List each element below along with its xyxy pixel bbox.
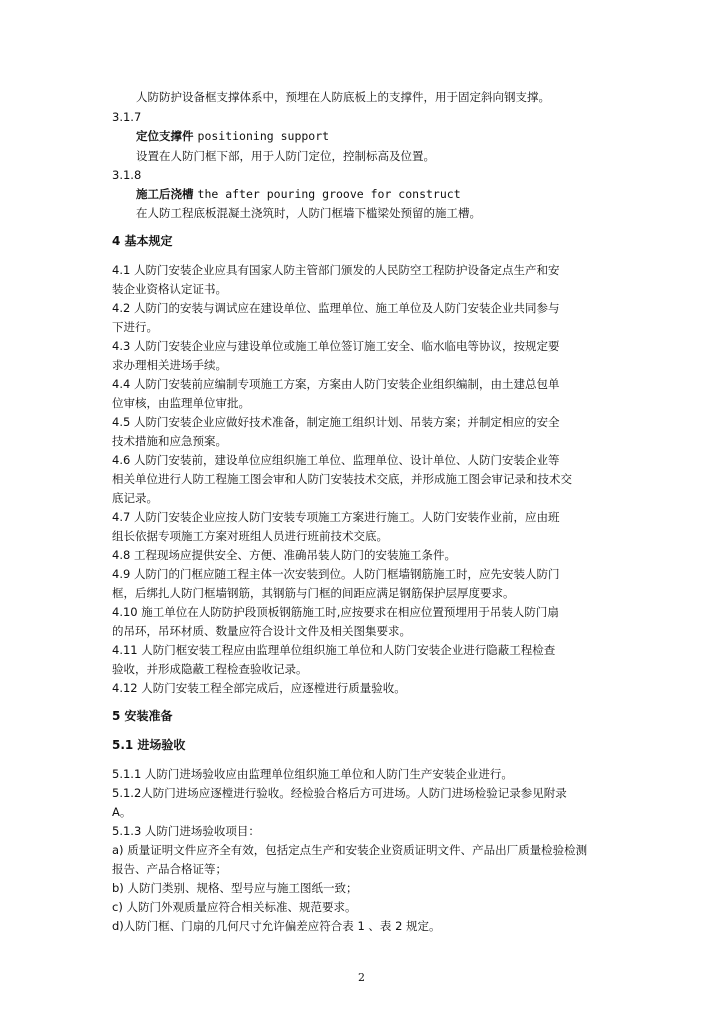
paragraph-line: 4.1 人防门安装企业应具有国家人防主管部门颁发的人民防空工程防护设备定点生产和安 bbox=[112, 263, 560, 277]
paragraph-line: 4.10 施工单位在人防防护段顶板钢筋施工时,应按要求在相应位置预埋用于吊装人防门扇 bbox=[112, 605, 559, 619]
paragraph-line: 在人防工程底板混凝土浇筑时，人防门框墙下槛梁处预留的施工槽。 bbox=[136, 206, 481, 220]
paragraph-line: 设置在人防门框下部，用于人防门定位，控制标高及位置。 bbox=[136, 149, 435, 163]
paragraph-line: 的吊环，吊环材质、数量应符合设计文件及相关图集要求。 bbox=[112, 624, 411, 638]
paragraph-line: 相关单位进行人防工程施工图会审和人防门安装技术交底，并形成施工图会审记录和技术交 bbox=[112, 472, 572, 486]
term-chinese: 施工后浇槽 bbox=[136, 187, 198, 201]
list-item: c) 人防门外观质量应符合相关标准、规范要求。 bbox=[112, 900, 357, 914]
clause-number: 3.1.8 bbox=[112, 168, 142, 182]
paragraph-line: 组长依据专项施工方案对班组人员进行班前技术交底。 bbox=[112, 529, 388, 543]
paragraph-line: 5.1.2人防门进场应逐樘进行验收。经检验合格后方可进场。人防门进场检验记录参见附录 bbox=[112, 786, 567, 800]
term-chinese: 定位支撑件 bbox=[136, 129, 198, 143]
paragraph-line: 技术措施和应急预案。 bbox=[112, 434, 227, 448]
list-item: b) 人防门类别、规格、型号应与施工图纸一致； bbox=[112, 881, 358, 895]
paragraph-line: 4.5 人防门安装企业应做好技术准备，制定施工组织计划、吊装方案；并制定相应的安全 bbox=[112, 415, 560, 429]
paragraph-line: 下进行。 bbox=[112, 320, 158, 334]
paragraph-line: 4.11 人防门框安装工程应由监理单位组织施工单位和人防门安装企业进行隐蔽工程检查 bbox=[112, 643, 556, 657]
term-line bbox=[136, 128, 329, 144]
paragraph-line: 人防防护设备框支撑体系中，预埋在人防底板上的支撑件，用于固定斜向钢支撑。 bbox=[136, 90, 550, 104]
paragraph-line: 框，后绑扎人防门框墙钢筋，其钢筋与门框的间距应满足钢筋保护层厚度要求。 bbox=[112, 586, 515, 600]
subsection-heading: 5.1 进场验收 bbox=[112, 738, 186, 752]
list-item: d)人防门框、门扇的几何尺寸允许偏差应符合表 1 、表 2 规定。 bbox=[112, 919, 441, 933]
paragraph-line: 4.9 人防门的门框应随工程主体一次安装到位。人防门框墙钢筋施工时，应先安装人防门 bbox=[112, 567, 560, 581]
term-english: the after pouring groove for construct bbox=[197, 187, 461, 201]
page-number: 2 bbox=[358, 971, 365, 984]
term-line bbox=[136, 186, 461, 202]
paragraph-line: 4.8 工程现场应提供安全、方便、准确吊装人防门的安装施工条件。 bbox=[112, 548, 456, 562]
paragraph-line: 求办理相关进场手续。 bbox=[112, 358, 227, 372]
paragraph-line: A。 bbox=[112, 805, 132, 819]
paragraph-line: 位审核，由监理单位审批。 bbox=[112, 396, 250, 410]
paragraph-line: 5.1.3 人防门进场验收项目： bbox=[112, 824, 260, 838]
paragraph-line: 4.2 人防门的安装与调试应在建设单位、监理单位、施工单位及人防门安装企业共同参与 bbox=[112, 301, 560, 315]
term-english: positioning support bbox=[197, 129, 330, 143]
paragraph-line: 4.6 人防门安装前，建设单位应组织施工单位、监理单位、设计单位、人防门安装企业等 bbox=[112, 453, 560, 467]
clause-number: 3.1.7 bbox=[112, 110, 142, 124]
paragraph-line: 4.12 人防门安装工程全部完成后，应逐樘进行质量验收。 bbox=[112, 681, 406, 695]
paragraph-line: 装企业资格认定证书。 bbox=[112, 282, 227, 296]
paragraph-line: 验收，并形成隐蔽工程检查验收记录。 bbox=[112, 662, 308, 676]
paragraph-line: 5.1.1 人防门进场验收应由监理单位组织施工单位和人防门生产安装企业进行。 bbox=[112, 767, 513, 781]
section-heading: 5 安装准备 bbox=[112, 709, 173, 723]
paragraph-line: 底记录。 bbox=[112, 491, 158, 505]
paragraph-line: 4.7 人防门安装企业应按人防门安装专项施工方案进行施工。人防门安装作业前，应由班 bbox=[112, 510, 560, 524]
list-item: a) 质量证明文件应齐全有效，包括定点生产和安装企业资质证明文件、产品出厂质量检验检测 bbox=[112, 843, 588, 857]
paragraph-line: 4.3 人防门安装企业应与建设单位或施工单位签订施工安全、临水临电等协议，按规定要 bbox=[112, 339, 560, 353]
section-heading: 4 基本规定 bbox=[112, 234, 173, 248]
list-item-continuation: 报告、产品合格证等； bbox=[112, 862, 227, 876]
paragraph-line: 4.4 人防门安装前应编制专项施工方案，方案由人防门安装企业组织编制，由土建总包单 bbox=[112, 377, 560, 391]
